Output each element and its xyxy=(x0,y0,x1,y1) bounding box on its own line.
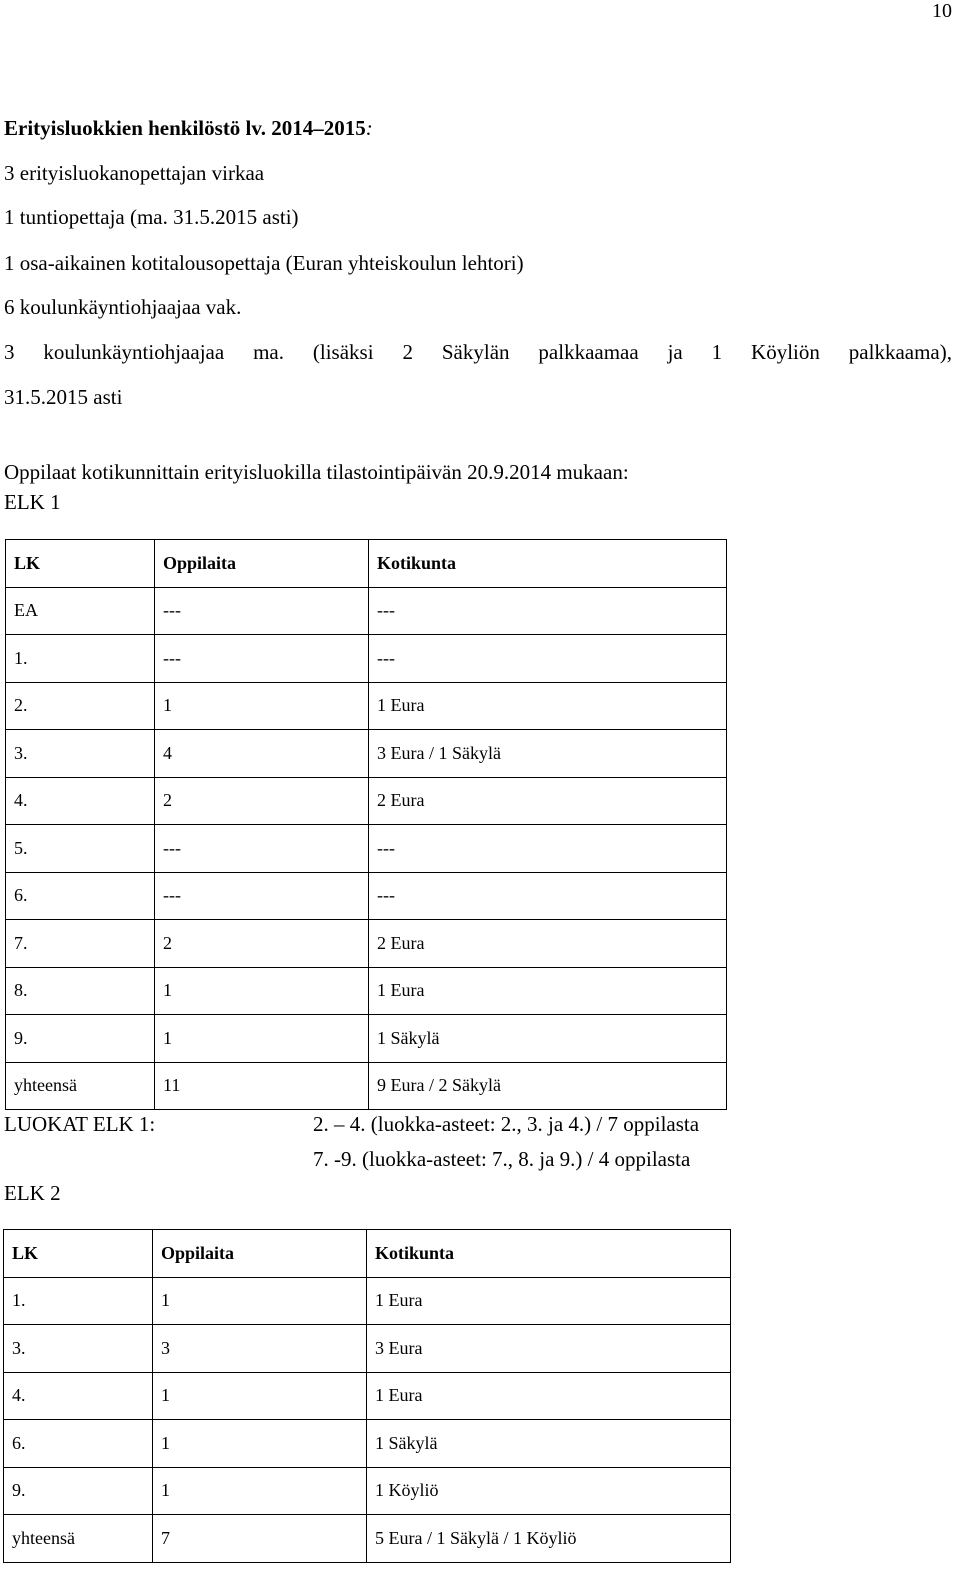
table-cell: 5. xyxy=(6,825,155,873)
table-cell: yhteensä xyxy=(6,1062,155,1110)
table-row xyxy=(6,635,727,683)
table-cell: 2 xyxy=(155,920,369,968)
table-row xyxy=(6,872,727,920)
table-cell: --- xyxy=(369,825,727,873)
table-row xyxy=(4,1325,731,1373)
table-cell: 7 xyxy=(153,1515,367,1563)
table-cell: 9 Eura / 2 Säkylä xyxy=(369,1062,727,1110)
table-cell: 1 Eura xyxy=(367,1372,731,1420)
staff-heading-text: Erityisluokkien henkilöstö lv. 2014–2015 xyxy=(4,116,366,140)
table-cell: 1 Eura xyxy=(369,967,727,1015)
elk1-table xyxy=(5,539,727,1110)
staff-line-6: 31.5.2015 asti xyxy=(4,385,123,409)
table-cell: 2 Eura xyxy=(369,777,727,825)
luokat-line-2: 7. -9. (luokka-asteet: 7., 8. ja 9.) / 4 oppilasta xyxy=(313,1147,691,1171)
table-cell: EA xyxy=(6,587,155,635)
table-row xyxy=(6,967,727,1015)
table-cell: 9. xyxy=(4,1467,153,1515)
table-cell: 1. xyxy=(6,635,155,683)
table-cell: 1 xyxy=(153,1372,367,1420)
luokat-line-1: 2. – 4. (luokka-asteet: 2., 3. ja 4.) / 7 oppilasta xyxy=(313,1112,700,1136)
table-cell: 2 xyxy=(155,777,369,825)
table-cell: 3. xyxy=(6,730,155,778)
table-cell: 3 Eura xyxy=(367,1325,731,1373)
table-cell: --- xyxy=(155,587,369,635)
table-header-cell: Kotikunta xyxy=(367,1230,731,1278)
table-cell: 3 Eura / 1 Säkylä xyxy=(369,730,727,778)
staff-heading-colon: : xyxy=(365,116,373,140)
staff-line-4: 6 koulunkäyntiohjaajaa vak. xyxy=(4,295,242,319)
table-cell: 1 xyxy=(153,1467,367,1515)
table-header-row xyxy=(4,1230,731,1278)
table-cell: 4. xyxy=(4,1372,153,1420)
pupils-intro: Oppilaat kotikunnittain erityisluokilla tilastointipäivän 20.9.2014 mukaan: xyxy=(4,460,629,484)
table-cell: 4. xyxy=(6,777,155,825)
table-row xyxy=(6,920,727,968)
table-cell: 8. xyxy=(6,967,155,1015)
table-cell: 1 xyxy=(155,682,369,730)
staff-line-1: 3 erityisluokanopettajan virkaa xyxy=(4,161,265,185)
staff-line-5: 3 koulunkäyntiohjaajaa ma. (lisäksi 2 Säkylän palkkaamaa ja 1 Köyliön palkkaama), xyxy=(4,340,952,364)
elk2-table-body xyxy=(4,1230,731,1563)
table-cell: --- xyxy=(369,635,727,683)
table-row xyxy=(6,825,727,873)
page-number: 10 xyxy=(932,0,952,22)
elk2-title: ELK 2 xyxy=(4,1181,61,1205)
table-cell: 1 xyxy=(155,1015,369,1063)
table-cell: 6. xyxy=(6,872,155,920)
staff-line-2: 1 tuntiopettaja (ma. 31.5.2015 asti) xyxy=(4,205,299,229)
table-row xyxy=(4,1277,731,1325)
luokat-label: LUOKAT ELK 1: xyxy=(4,1112,156,1136)
table-cell: 5 Eura / 1 Säkylä / 1 Köyliö xyxy=(367,1515,731,1563)
table-header-cell: LK xyxy=(6,540,155,588)
table-row xyxy=(6,730,727,778)
table-cell: 3. xyxy=(4,1325,153,1373)
table-row xyxy=(6,1062,727,1110)
table-header-row xyxy=(6,540,727,588)
table-header-cell: LK xyxy=(4,1230,153,1278)
table-cell: 2 Eura xyxy=(369,920,727,968)
table-cell: 1 Säkylä xyxy=(369,1015,727,1063)
table-row xyxy=(6,587,727,635)
table-cell: --- xyxy=(155,825,369,873)
table-cell: 1 Köyliö xyxy=(367,1467,731,1515)
table-row xyxy=(4,1372,731,1420)
table-cell: 1 Eura xyxy=(369,682,727,730)
table-cell: 1 Säkylä xyxy=(367,1420,731,1468)
table-cell: yhteensä xyxy=(4,1515,153,1563)
table-row xyxy=(6,1015,727,1063)
table-cell: 1 xyxy=(155,967,369,1015)
table-cell: 2. xyxy=(6,682,155,730)
table-cell: 3 xyxy=(153,1325,367,1373)
elk2-table xyxy=(3,1229,731,1563)
table-row xyxy=(4,1515,731,1563)
table-row xyxy=(6,777,727,825)
table-cell: 1 xyxy=(153,1277,367,1325)
table-header-cell: Kotikunta xyxy=(369,540,727,588)
table-row xyxy=(4,1420,731,1468)
table-cell: --- xyxy=(155,872,369,920)
table-cell: --- xyxy=(369,872,727,920)
table-header-cell: Oppilaita xyxy=(153,1230,367,1278)
table-header-cell: Oppilaita xyxy=(155,540,369,588)
table-cell: 1 Eura xyxy=(367,1277,731,1325)
table-cell: --- xyxy=(155,635,369,683)
table-cell: 6. xyxy=(4,1420,153,1468)
table-row xyxy=(4,1467,731,1515)
table-cell: --- xyxy=(369,587,727,635)
staff-heading xyxy=(4,116,373,141)
table-cell: 1. xyxy=(4,1277,153,1325)
table-cell: 7. xyxy=(6,920,155,968)
table-cell: 9. xyxy=(6,1015,155,1063)
table-cell: 4 xyxy=(155,730,369,778)
elk1-title: ELK 1 xyxy=(4,490,61,514)
table-cell: 11 xyxy=(155,1062,369,1110)
staff-line-3: 1 osa-aikainen kotitalousopettaja (Euran yhteiskoulun lehtori) xyxy=(4,251,524,275)
elk1-table-body xyxy=(6,540,727,1110)
table-row xyxy=(6,682,727,730)
table-cell: 1 xyxy=(153,1420,367,1468)
